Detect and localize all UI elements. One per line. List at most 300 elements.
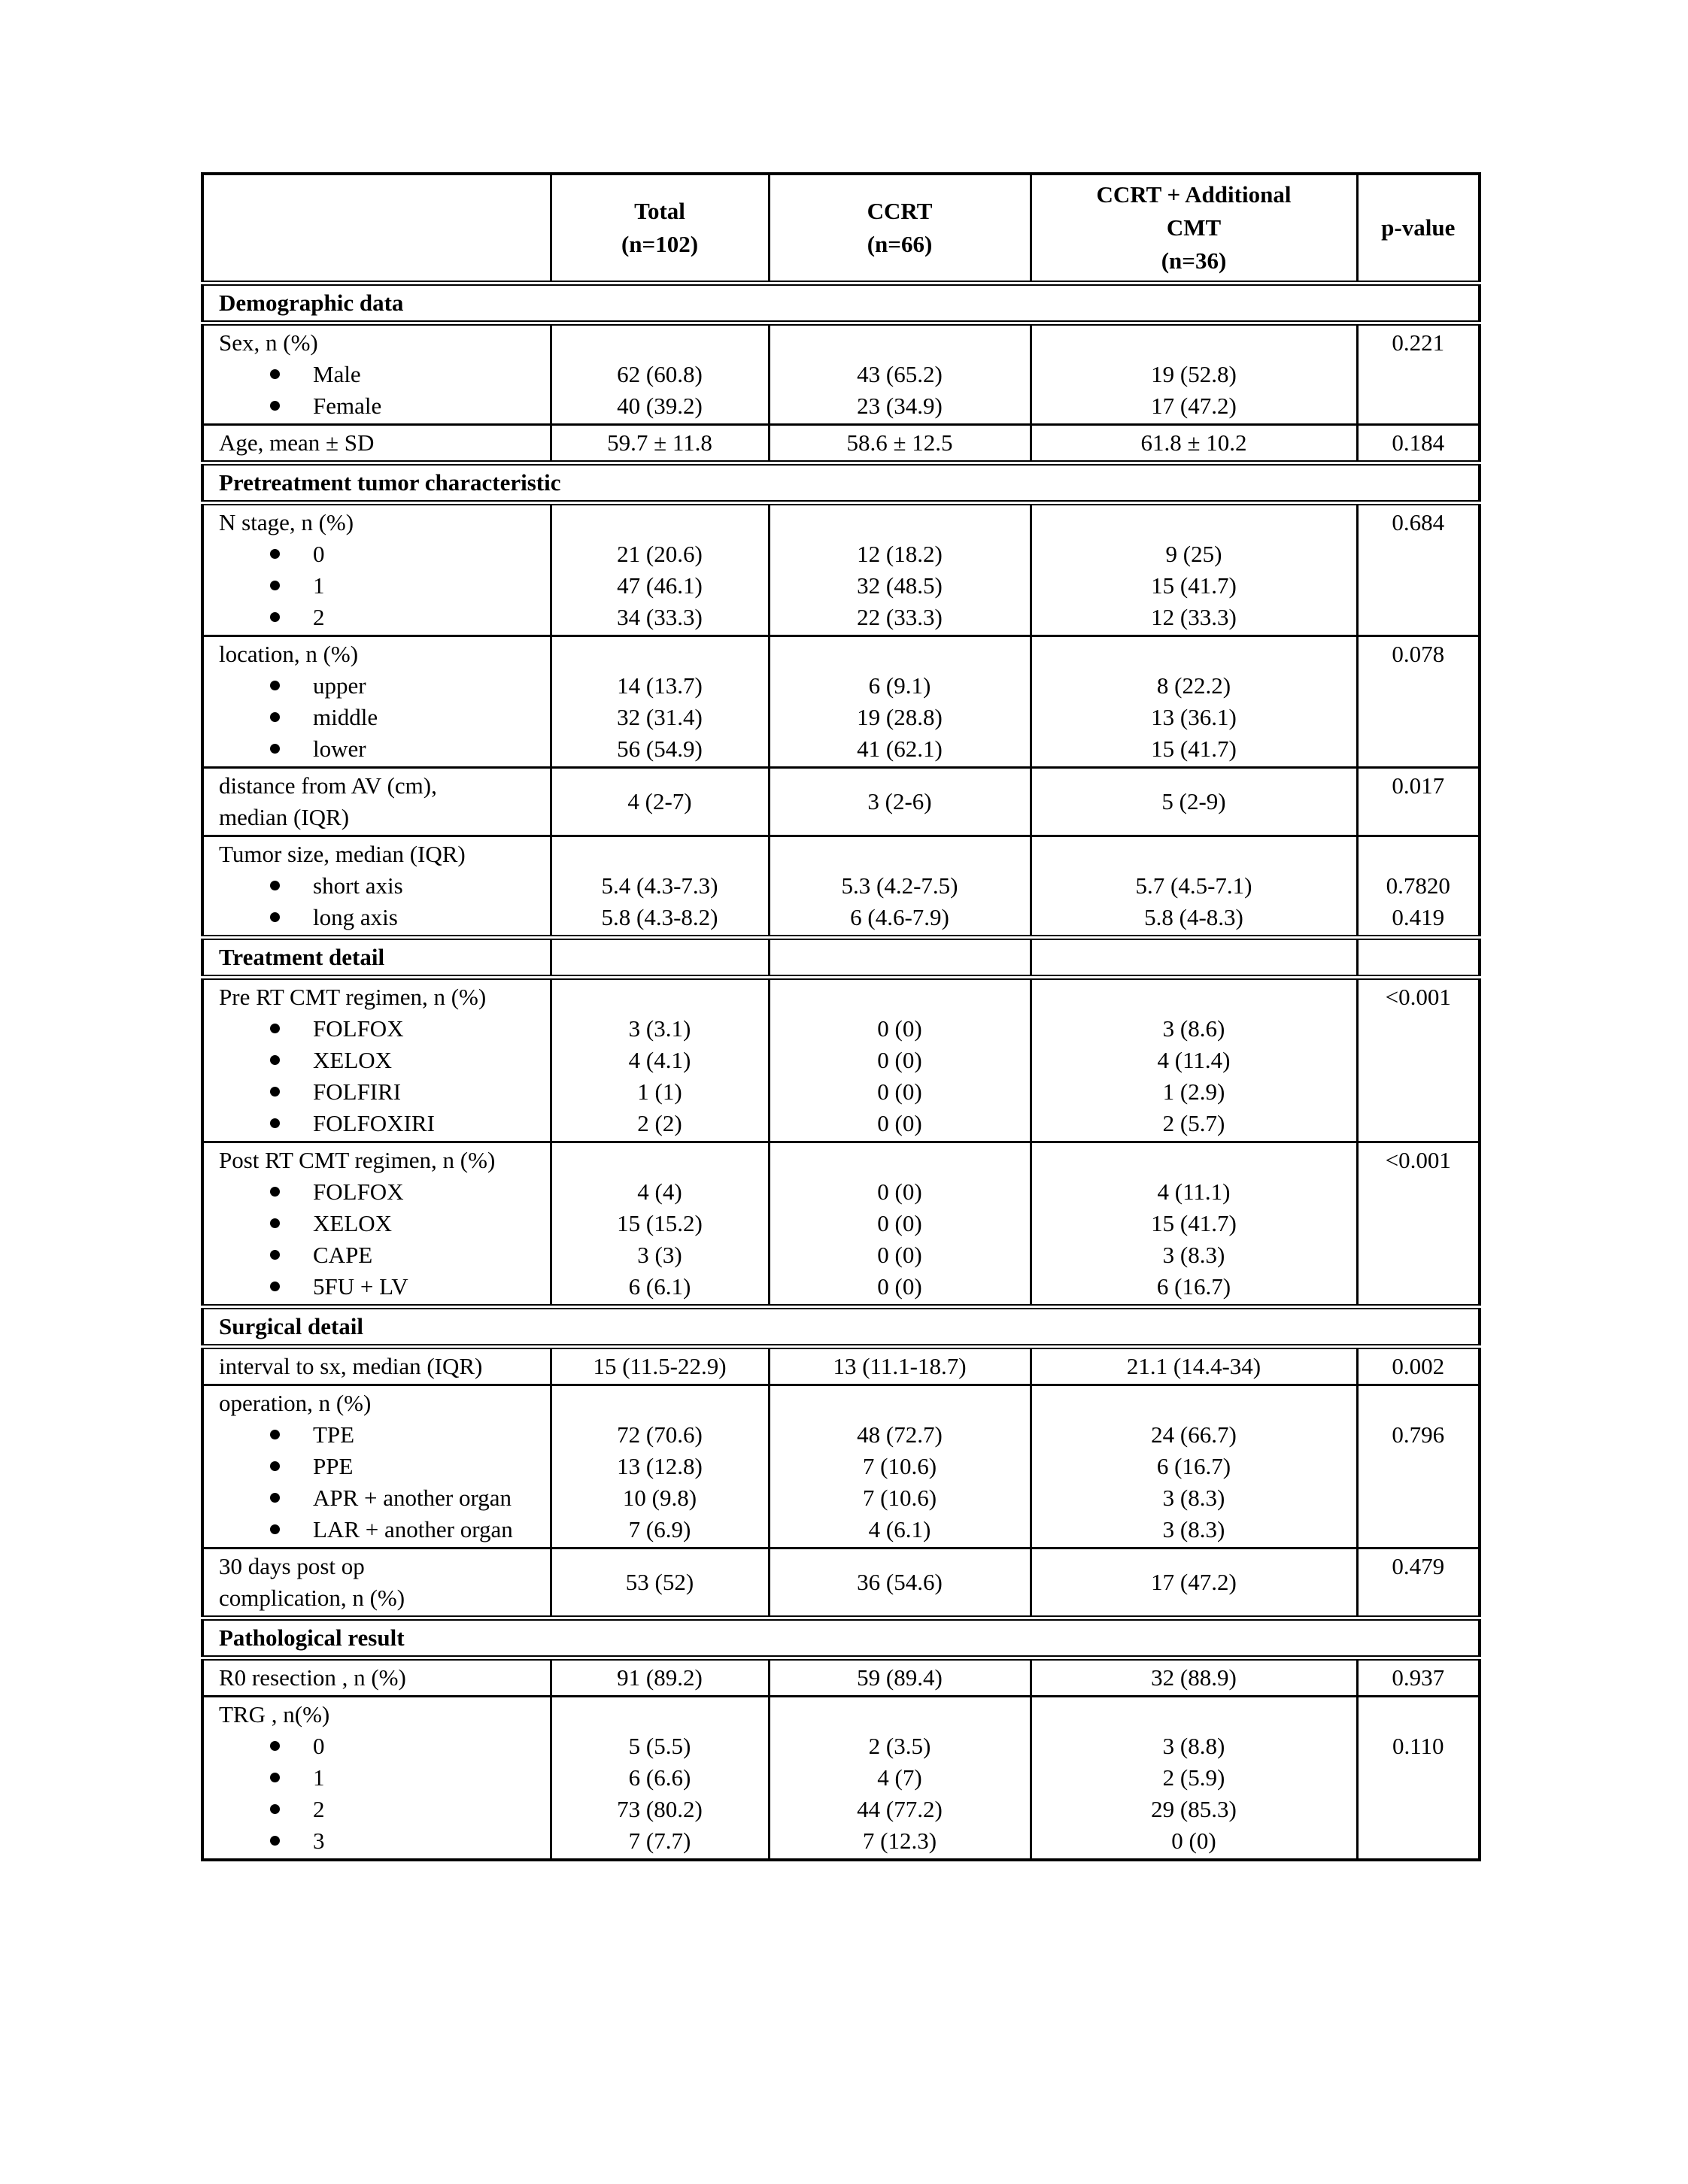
value-line: 15 (41.7) [1151, 1210, 1237, 1236]
p-value-cell [1357, 978, 1480, 1142]
value-line: 58.6 ± 12.5 [846, 429, 953, 456]
value-line: 7 (12.3) [862, 1828, 937, 1854]
value-line: 36 (54.6) [857, 1569, 943, 1595]
bullet-item-label: short axis [313, 872, 403, 899]
section-header-row [202, 1618, 1480, 1658]
bullet-icon [270, 1024, 280, 1033]
value-cell [551, 1549, 769, 1618]
bullet-item [219, 702, 545, 733]
label-line: operation, n (%) [219, 1390, 372, 1416]
value-line: 9 (25) [1165, 541, 1222, 567]
label-line: Tumor size, median (IQR) [219, 841, 466, 867]
value-cell [551, 1142, 769, 1307]
value-line: 10 (9.8) [622, 1485, 697, 1511]
p-value-cell [1357, 1142, 1480, 1307]
value-cell [551, 978, 769, 1142]
p-value-line: <0.001 [1385, 1147, 1451, 1173]
value-line: 4 (11.1) [1157, 1178, 1231, 1205]
section-title: Treatment detail [202, 938, 551, 978]
bullet-icon [270, 581, 280, 590]
bullet-item-label: long axis [313, 904, 398, 930]
value-cell [1031, 503, 1357, 636]
bullet-item-label: FOLFOX [313, 1015, 404, 1042]
row-label-cell [202, 636, 551, 768]
value-line: 23 (34.9) [857, 393, 943, 419]
value-line: 8 (22.2) [1156, 672, 1231, 699]
p-value-line: 0.684 [1392, 509, 1445, 535]
value-line: 24 (66.7) [1151, 1421, 1237, 1448]
p-value-cell [1357, 1658, 1480, 1697]
spacer-line [773, 639, 1027, 670]
header-line: (n=66) [867, 231, 933, 257]
value-line: 17 (47.2) [1151, 1569, 1237, 1595]
section-header-row [202, 938, 1480, 978]
bullet-item-label: upper [313, 672, 366, 699]
label-line: Age, mean ± SD [219, 429, 375, 456]
bullet-item [219, 1482, 545, 1514]
spacer-line [555, 1699, 765, 1731]
spacer-line [773, 1145, 1027, 1176]
header-line: p-value [1381, 214, 1456, 241]
value-cell [551, 636, 769, 768]
p-value-line: 0.7820 [1386, 872, 1450, 899]
value-line: 44 (77.2) [857, 1796, 943, 1822]
p-value-line: 0.184 [1392, 429, 1445, 456]
table-row [202, 503, 1480, 636]
label-line: median (IQR) [219, 804, 350, 830]
bullet-item-label: XELOX [313, 1047, 393, 1073]
value-line: 59.7 ± 11.8 [607, 429, 712, 456]
value-cell [1031, 768, 1357, 836]
bullet-icon [270, 1118, 280, 1128]
bullet-item-label: PPE [313, 1453, 354, 1479]
header-line: CCRT [867, 198, 933, 224]
value-line: 32 (88.9) [1151, 1664, 1237, 1691]
label-line: 30 days post op [219, 1553, 365, 1579]
bullet-item-label: 2 [313, 1796, 325, 1822]
p-value-cell [1357, 1347, 1480, 1385]
bullet-item-label: CAPE [313, 1242, 373, 1268]
p-value-cell [1357, 323, 1480, 425]
bullet-icon [270, 549, 280, 559]
bullet-item [219, 1176, 545, 1208]
bullet-item [219, 1451, 545, 1482]
value-cell [1031, 1697, 1357, 1861]
table-row [202, 323, 1480, 425]
value-line: 0 (0) [877, 1047, 922, 1073]
bullet-item-label: APR + another organ [313, 1485, 512, 1511]
value-line: 19 (52.8) [1151, 361, 1237, 387]
value-cell [1031, 1658, 1357, 1697]
value-cell [769, 425, 1031, 463]
column-header-ccrt [769, 174, 1031, 284]
p-value-line: 0.937 [1392, 1664, 1445, 1691]
table-row [202, 768, 1480, 836]
bullet-item-label: 0 [313, 1733, 325, 1759]
spacer-line [1035, 981, 1353, 1013]
value-line: 6 (9.1) [868, 672, 931, 699]
p-value-cell [1357, 1549, 1480, 1618]
bullet-item-label: XELOX [313, 1210, 393, 1236]
value-line: 3 (8.8) [1162, 1733, 1225, 1759]
header-line: CMT [1166, 214, 1222, 241]
bullet-item [219, 1239, 545, 1271]
bullet-icon [270, 1461, 280, 1471]
header-line [205, 211, 548, 244]
row-label-cell [202, 503, 551, 636]
value-line: 3 (8.3) [1162, 1242, 1225, 1268]
value-cell [551, 425, 769, 463]
value-cell [1031, 978, 1357, 1142]
bullet-icon [270, 744, 280, 754]
value-cell [551, 1347, 769, 1385]
bullet-item-label: Male [313, 361, 361, 387]
row-label-cell [202, 978, 551, 1142]
p-value-cell [1357, 425, 1480, 463]
value-line: 91 (89.2) [617, 1664, 703, 1691]
bullet-item [219, 1271, 545, 1303]
bullet-icon [270, 1055, 280, 1065]
section-empty-cell [769, 938, 1031, 978]
bullet-icon [270, 1524, 280, 1534]
p-value-line: 0.796 [1392, 1421, 1445, 1448]
label-line: Sex, n (%) [219, 329, 318, 356]
value-line: 32 (31.4) [617, 704, 703, 730]
section-header-row [202, 463, 1480, 503]
table-body [202, 174, 1480, 1860]
header-line: Total [634, 198, 685, 224]
value-line: 0 (0) [877, 1015, 922, 1042]
bullet-item-label: FOLFOXIRI [313, 1110, 435, 1136]
table-row [202, 636, 1480, 768]
value-line: 6 (6.1) [628, 1273, 691, 1300]
bullet-item [219, 1108, 545, 1139]
table-row [202, 425, 1480, 463]
bullet-item [219, 1731, 545, 1762]
spacer-line [1035, 1699, 1353, 1731]
p-value-line: 0.419 [1392, 904, 1445, 930]
p-value-line: <0.001 [1385, 984, 1451, 1010]
value-cell [551, 1385, 769, 1549]
bullet-item [219, 1045, 545, 1076]
value-line: 6 (16.7) [1156, 1453, 1231, 1479]
bullet-item [219, 359, 545, 390]
value-line: 7 (10.6) [862, 1485, 937, 1511]
bullet-icon [270, 1218, 280, 1228]
column-header-ccrt-additional-cmt [1031, 174, 1357, 284]
spacer-line [1362, 1388, 1476, 1419]
header-row [202, 174, 1480, 284]
value-line: 0 (0) [877, 1273, 922, 1300]
spacer-line [555, 639, 765, 670]
spacer-line [1035, 1388, 1353, 1419]
bullet-icon [270, 1187, 280, 1197]
p-value-cell [1357, 503, 1480, 636]
section-title: Demographic data [202, 284, 1480, 323]
value-line: 13 (12.8) [617, 1453, 703, 1479]
spacer-line [773, 327, 1027, 359]
section-header-row [202, 284, 1480, 323]
value-line: 62 (60.8) [617, 361, 703, 387]
bullet-icon [270, 369, 280, 379]
bullet-item-label: 2 [313, 604, 325, 630]
row-label-cell [202, 1549, 551, 1618]
bullet-item-label: FOLFIRI [313, 1078, 402, 1105]
bullet-item-label: 5FU + LV [313, 1273, 408, 1300]
value-line: 2 (2) [637, 1110, 682, 1136]
value-line: 32 (48.5) [857, 572, 943, 599]
value-line: 40 (39.2) [617, 393, 703, 419]
value-line: 15 (41.7) [1151, 736, 1237, 762]
bullet-item [219, 733, 545, 765]
bullet-item-label: 3 [313, 1828, 325, 1854]
bullet-item [219, 1076, 545, 1108]
value-line: 5.8 (4.3-8.2) [601, 904, 718, 930]
value-cell [551, 1697, 769, 1861]
value-line: 15 (41.7) [1151, 572, 1237, 599]
spacer-line [555, 839, 765, 870]
bullet-icon [270, 881, 280, 890]
section-title: Pathological result [202, 1618, 1480, 1658]
bullet-item [219, 870, 545, 902]
value-line: 2 (3.5) [868, 1733, 931, 1759]
label-line: complication, n (%) [219, 1585, 405, 1611]
value-line: 1 (2.9) [1162, 1078, 1225, 1105]
bullet-item-label: 1 [313, 572, 325, 599]
value-line: 4 (2-7) [627, 788, 692, 814]
bullet-icon [270, 912, 280, 922]
value-line: 3 (3.1) [628, 1015, 691, 1042]
value-line: 12 (18.2) [857, 541, 943, 567]
bullet-icon [270, 612, 280, 622]
value-cell [1031, 1142, 1357, 1307]
bullet-icon [270, 401, 280, 411]
value-cell [769, 836, 1031, 938]
header-line: (n=36) [1161, 247, 1227, 274]
value-cell [1031, 1347, 1357, 1385]
value-line: 3 (2-6) [867, 788, 932, 814]
bullet-item-label: Female [313, 393, 382, 419]
row-label-cell [202, 768, 551, 836]
value-line: 17 (47.2) [1151, 393, 1237, 419]
bullet-icon [270, 1741, 280, 1751]
value-cell [1031, 425, 1357, 463]
label-line: N stage, n (%) [219, 509, 354, 535]
value-cell [1031, 323, 1357, 425]
table-row [202, 1549, 1480, 1618]
value-cell [769, 978, 1031, 1142]
row-label-cell [202, 323, 551, 425]
bullet-item [219, 538, 545, 570]
value-line: 5 (2-9) [1161, 788, 1226, 814]
bullet-icon [270, 1493, 280, 1503]
spacer-line [1362, 1699, 1476, 1731]
value-line: 4 (6.1) [868, 1516, 931, 1542]
bullet-icon [270, 1430, 280, 1439]
table-container [201, 172, 1481, 1861]
value-line: 2 (5.7) [1162, 1110, 1225, 1136]
table-row [202, 978, 1480, 1142]
value-cell [1031, 836, 1357, 938]
value-line: 0 (0) [1171, 1828, 1216, 1854]
section-empty-cell [551, 938, 769, 978]
bullet-item [219, 1825, 545, 1857]
bullet-item [219, 570, 545, 602]
value-line: 15 (11.5-22.9) [593, 1353, 727, 1379]
bullet-item [219, 670, 545, 702]
value-line: 22 (33.3) [857, 604, 943, 630]
header-line: (n=102) [621, 231, 699, 257]
value-line: 15 (15.2) [617, 1210, 703, 1236]
value-line: 0 (0) [877, 1178, 922, 1205]
value-line: 5.7 (4.5-7.1) [1135, 872, 1252, 899]
bullet-item [219, 1419, 545, 1451]
value-line: 7 (7.7) [628, 1828, 691, 1854]
value-line: 72 (70.6) [617, 1421, 703, 1448]
value-line: 59 (89.4) [857, 1664, 943, 1691]
bullet-item-label: 0 [313, 541, 325, 567]
bullet-icon [270, 1087, 280, 1097]
value-line: 14 (13.7) [617, 672, 703, 699]
value-line: 7 (10.6) [862, 1453, 937, 1479]
spacer-line [555, 507, 765, 538]
spacer-line [773, 839, 1027, 870]
section-title: Pretreatment tumor characteristic [202, 463, 1480, 503]
value-cell [551, 503, 769, 636]
value-line: 0 (0) [877, 1078, 922, 1105]
spacer-line [1035, 1145, 1353, 1176]
section-header-row [202, 1307, 1480, 1347]
bullet-icon [270, 1250, 280, 1260]
bullet-icon [270, 1804, 280, 1814]
spacer-line [1362, 839, 1476, 870]
bullet-icon [270, 1836, 280, 1846]
value-line: 0 (0) [877, 1110, 922, 1136]
bullet-item [219, 1794, 545, 1825]
label-line: interval to sx, median (IQR) [219, 1353, 483, 1379]
value-cell [551, 1658, 769, 1697]
spacer-line [555, 327, 765, 359]
bullet-icon [270, 1282, 280, 1291]
patient-characteristics-table [201, 172, 1481, 1861]
value-line: 5.4 (4.3-7.3) [601, 872, 718, 899]
p-value-line: 0.017 [1392, 772, 1445, 799]
p-value-line: 0.110 [1392, 1733, 1444, 1759]
value-cell [551, 836, 769, 938]
value-cell [769, 1385, 1031, 1549]
bullet-item [219, 1013, 545, 1045]
value-cell [769, 1142, 1031, 1307]
value-cell [769, 1347, 1031, 1385]
spacer-line [773, 981, 1027, 1013]
bullet-item [219, 902, 545, 933]
value-cell [1031, 1385, 1357, 1549]
value-line: 1 (1) [637, 1078, 682, 1105]
value-line: 4 (4) [637, 1178, 682, 1205]
column-header-total [551, 174, 769, 284]
value-cell [769, 1658, 1031, 1697]
bullet-item-label: TPE [313, 1421, 355, 1448]
label-line: Pre RT CMT regimen, n (%) [219, 984, 487, 1010]
value-cell [769, 323, 1031, 425]
header-line: CCRT + Additional [1096, 181, 1292, 208]
value-cell [1031, 1549, 1357, 1618]
p-value-cell [1357, 1697, 1480, 1861]
value-line: 13 (36.1) [1151, 704, 1237, 730]
section-empty-cell [1357, 938, 1480, 978]
column-header-rowlabel [202, 174, 551, 284]
p-value-line: 0.078 [1392, 641, 1445, 667]
value-line: 3 (8.3) [1162, 1516, 1225, 1542]
value-line: 61.8 ± 10.2 [1140, 429, 1247, 456]
label-line: location, n (%) [219, 641, 359, 667]
value-line: 43 (65.2) [857, 361, 943, 387]
bullet-item [219, 1514, 545, 1545]
label-line: TRG , n(%) [219, 1701, 330, 1727]
value-line: 12 (33.3) [1151, 604, 1237, 630]
bullet-item-label: FOLFOX [313, 1178, 404, 1205]
bullet-icon [270, 712, 280, 722]
value-line: 5.3 (4.2-7.5) [841, 872, 958, 899]
p-value-line: 0.221 [1392, 329, 1445, 356]
row-label-cell [202, 1142, 551, 1307]
table-row [202, 836, 1480, 938]
bullet-item-label: middle [313, 704, 378, 730]
row-label-cell [202, 1658, 551, 1697]
label-line: Post RT CMT regimen, n (%) [219, 1147, 496, 1173]
bullet-icon [270, 681, 280, 690]
value-line: 4 (4.1) [628, 1047, 691, 1073]
value-cell [769, 636, 1031, 768]
column-header-p-value [1357, 174, 1480, 284]
value-cell [769, 768, 1031, 836]
value-cell [551, 323, 769, 425]
value-line: 3 (3) [637, 1242, 682, 1268]
label-line: distance from AV (cm), [219, 772, 437, 799]
value-line: 6 (4.6-7.9) [850, 904, 949, 930]
p-value-cell [1357, 1385, 1480, 1549]
spacer-line [555, 1388, 765, 1419]
value-line: 29 (85.3) [1151, 1796, 1237, 1822]
value-line: 0 (0) [877, 1242, 922, 1268]
table-row [202, 1347, 1480, 1385]
value-line: 34 (33.3) [617, 604, 703, 630]
table-row [202, 1385, 1480, 1549]
bullet-item [219, 602, 545, 633]
spacer-line [1035, 639, 1353, 670]
bullet-item [219, 1208, 545, 1239]
value-line: 5.8 (4-8.3) [1144, 904, 1243, 930]
spacer-line [1035, 507, 1353, 538]
value-cell [551, 768, 769, 836]
spacer-line [1035, 839, 1353, 870]
bullet-item-label: LAR + another organ [313, 1516, 513, 1542]
spacer-line [773, 507, 1027, 538]
spacer-line [1035, 327, 1353, 359]
value-cell [769, 1697, 1031, 1861]
spacer-line [555, 1145, 765, 1176]
bullet-item-label: lower [313, 736, 366, 762]
spacer-line [555, 981, 765, 1013]
value-line: 48 (72.7) [857, 1421, 943, 1448]
value-line: 73 (80.2) [617, 1796, 703, 1822]
bullet-item [219, 1762, 545, 1794]
row-label-cell [202, 1385, 551, 1549]
p-value-cell [1357, 636, 1480, 768]
value-line: 6 (6.6) [628, 1764, 691, 1791]
bullet-item-label: 1 [313, 1764, 325, 1791]
section-title: Surgical detail [202, 1307, 1480, 1347]
